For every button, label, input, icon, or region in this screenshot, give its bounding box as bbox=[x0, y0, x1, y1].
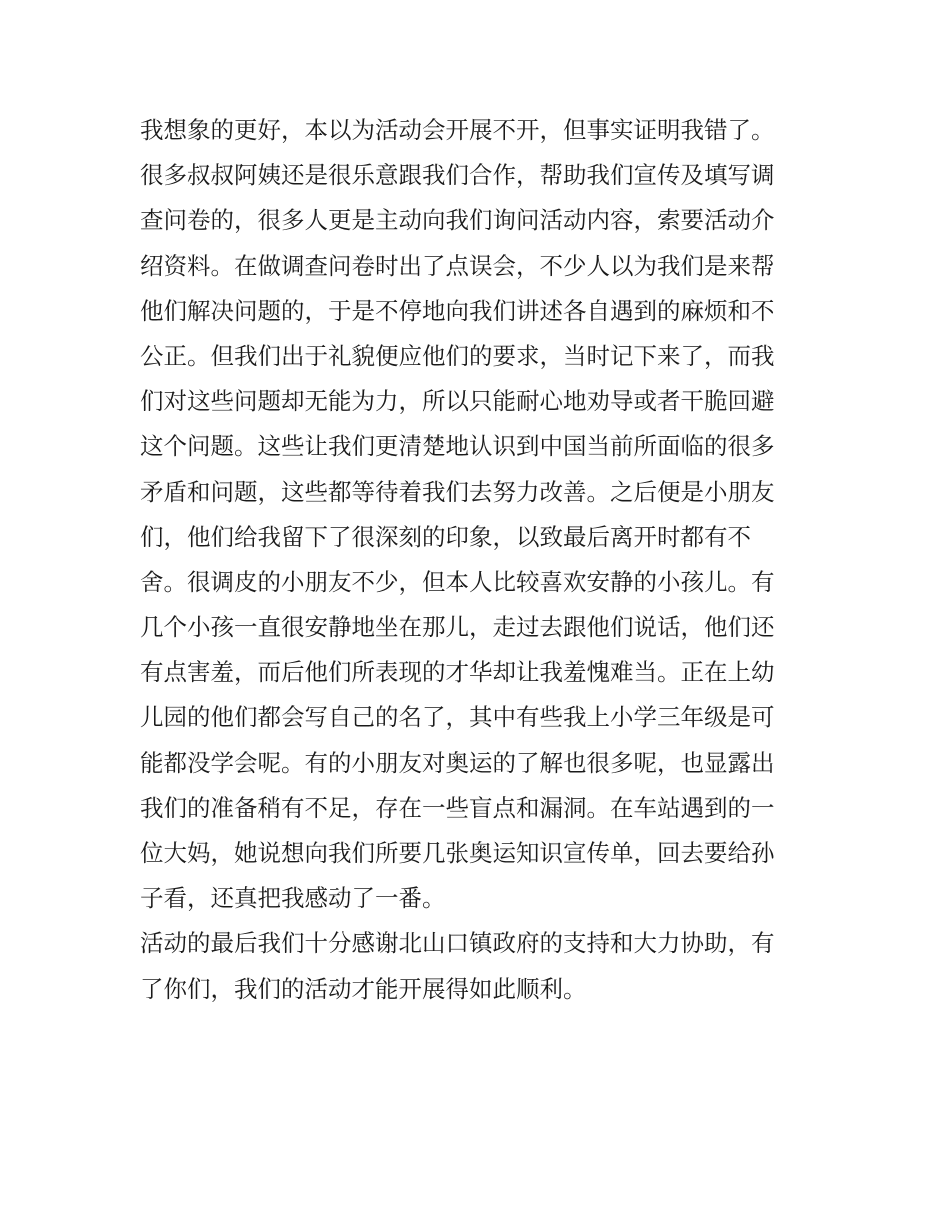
text-line: 活动的最后我们十分感谢北山口镇政府的支持和大力协助，有 bbox=[140, 929, 775, 958]
text-line: 矛盾和问题，这些都等待着我们去努力改善。之后便是小朋友 bbox=[140, 477, 775, 506]
text-line: 他们解决问题的，于是不停地向我们讲述各自遇到的麻烦和不 bbox=[140, 296, 775, 325]
text-line: 们，他们给我留下了很深刻的印象，以致最后离开时都有不 bbox=[140, 522, 751, 551]
text-line: 子看，还真把我感动了一番。 bbox=[140, 884, 446, 913]
text-line: 能都没学会呢。有的小朋友对奥运的了解也很多呢，也显露出 bbox=[140, 748, 775, 777]
text-line: 有点害羞，而后他们所表现的才华却让我羞愧难当。正在上幼 bbox=[140, 658, 775, 687]
text-line: 绍资料。在做调查问卷时出了点误会，不少人以为我们是来帮 bbox=[140, 251, 775, 280]
text-line: 几个小孩一直很安静地坐在那儿，走过去跟他们说话，他们还 bbox=[140, 613, 775, 642]
text-line: 公正。但我们出于礼貌便应他们的要求，当时记下来了，而我 bbox=[140, 341, 775, 370]
text-line: 很多叔叔阿姨还是很乐意跟我们合作，帮助我们宣传及填写调 bbox=[140, 161, 775, 190]
text-line: 位大妈，她说想向我们所要几张奥运知识宣传单，回去要给孙 bbox=[140, 839, 775, 867]
text-line: 我们的准备稍有不足，存在一些盲点和漏洞。在车站遇到的一 bbox=[140, 793, 775, 822]
text-line: 查问卷的，很多人更是主动向我们询问活动内容，索要活动介 bbox=[140, 206, 775, 235]
text-line: 们对这些问题却无能为力，所以只能耐心地劝导或者干脆回避 bbox=[140, 387, 775, 416]
body-text bbox=[140, 108, 820, 1012]
text-line: 了你们，我们的活动才能开展得如此顺利。 bbox=[140, 974, 587, 1003]
text-line: 这个问题。这些让我们更清楚地认识到中国当前所面临的很多 bbox=[140, 432, 775, 461]
text-line: 儿园的他们都会写自己的名了，其中有些我上小学三年级是可 bbox=[140, 703, 775, 732]
text-line: 舍。很调皮的小朋友不少，但本人比较喜欢安静的小孩儿。有 bbox=[140, 567, 775, 596]
text-line: 我想象的更好，本以为活动会开展不开，但事实证明我错了。 bbox=[140, 116, 775, 144]
